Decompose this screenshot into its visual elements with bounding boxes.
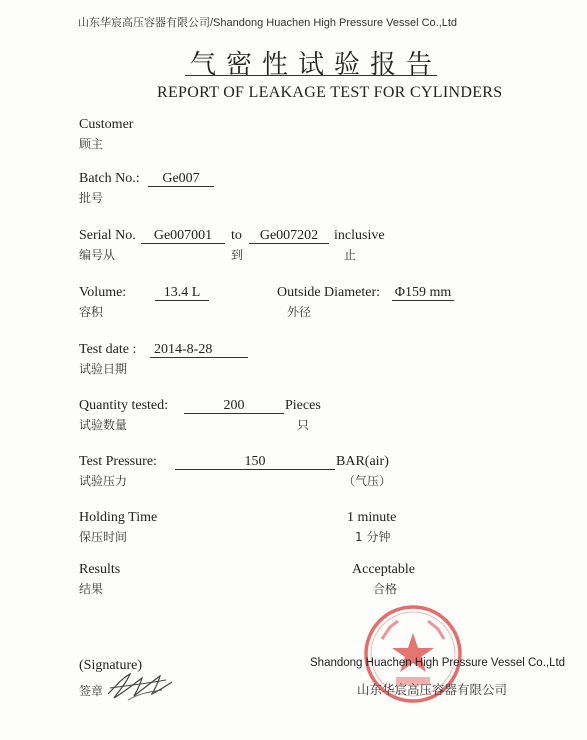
volume-label: Volume: bbox=[79, 285, 127, 300]
holding-value-cn: 1 分钟 bbox=[355, 530, 391, 544]
results-value-cn: 合格 bbox=[373, 582, 398, 596]
quantity-unit-cn: 只 bbox=[297, 418, 310, 432]
batch-value: Ge007 bbox=[148, 171, 214, 187]
customer-label: Customer bbox=[79, 117, 134, 132]
title-underline bbox=[185, 75, 437, 76]
signature-label-cn: 签章 bbox=[79, 684, 104, 698]
pressure-label: Test Pressure: bbox=[79, 454, 157, 469]
serial-to-label-cn: 到 bbox=[231, 248, 244, 262]
handwritten-signature bbox=[104, 664, 176, 704]
footer-company-cn: 山东华宸高压容器有限公司 bbox=[357, 682, 508, 697]
results-label: Results bbox=[79, 562, 121, 577]
footer-company-en: Shandong Huachen High Pressure Vessel Co.,Ltd bbox=[310, 657, 566, 669]
volume-label-cn: 容积 bbox=[79, 305, 104, 319]
serial-to-label: to bbox=[231, 228, 242, 243]
test-date-label: Test date : bbox=[79, 342, 137, 357]
pressure-label-cn: 试验压力 bbox=[79, 474, 128, 488]
title-english: REPORT OF LEAKAGE TEST FOR CYLINDERS bbox=[157, 84, 503, 101]
pressure-value: 150 bbox=[175, 454, 335, 470]
header-company: 山东华宸高压容器有限公司/Shandong Huachen High Pressure Vessel Co.,Ltd bbox=[78, 17, 458, 29]
quantity-value: 200 bbox=[184, 398, 284, 414]
customer-label-cn: 顾主 bbox=[79, 137, 104, 151]
outside-diameter-label-cn: 外径 bbox=[287, 305, 312, 319]
title-chinese: 气密性试验报告 bbox=[190, 50, 443, 80]
serial-inclusive-cn: 止 bbox=[344, 248, 357, 262]
pressure-unit: BAR(air) bbox=[336, 454, 389, 469]
pressure-unit-cn: （气压） bbox=[343, 474, 392, 488]
holding-label-cn: 保压时间 bbox=[79, 530, 128, 544]
signature-label: (Signature) bbox=[79, 658, 142, 673]
results-label-cn: 结果 bbox=[79, 582, 104, 596]
results-value: Acceptable bbox=[352, 562, 415, 577]
holding-value: 1 minute bbox=[347, 510, 397, 525]
test-date-value: 2014-8-28 bbox=[150, 342, 248, 358]
holding-label: Holding Time bbox=[79, 510, 158, 525]
test-date-label-cn: 试验日期 bbox=[79, 362, 128, 376]
batch-label-cn: 批号 bbox=[79, 191, 104, 205]
batch-label: Batch No.: bbox=[79, 171, 140, 186]
quantity-label-cn: 试验数量 bbox=[79, 418, 128, 432]
serial-label-cn: 编号从 bbox=[79, 248, 116, 262]
quantity-label: Quantity tested: bbox=[79, 398, 169, 413]
volume-value: 13.4 L bbox=[155, 285, 209, 301]
outside-diameter-label: Outside Diameter: bbox=[277, 285, 381, 300]
serial-inclusive: inclusive bbox=[334, 228, 385, 243]
serial-from-value: Ge007001 bbox=[141, 228, 225, 244]
serial-to-value: Ge007202 bbox=[249, 228, 329, 244]
quantity-unit: Pieces bbox=[285, 398, 321, 413]
outside-diameter-value: Φ159 mm bbox=[392, 285, 454, 301]
serial-label: Serial No. bbox=[79, 228, 136, 243]
